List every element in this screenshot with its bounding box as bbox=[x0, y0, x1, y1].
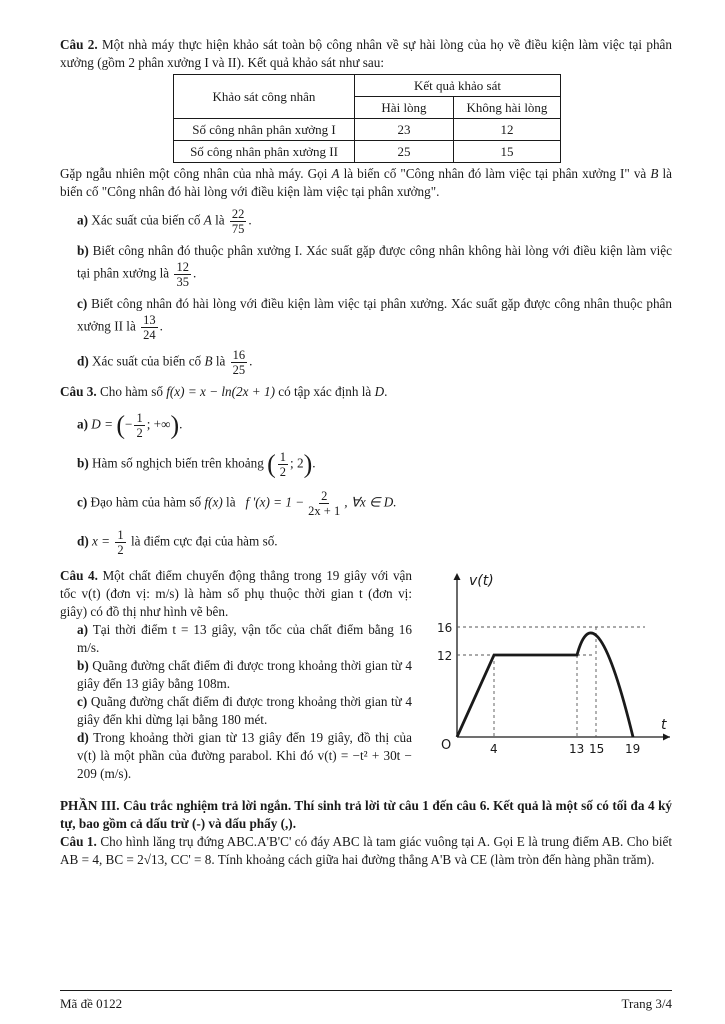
q3-option-b: b) Hàm số nghịch biến trên khoảng ( $\frac{1}{2}$ ; 2). bbox=[77, 449, 316, 479]
table-col-satisfied: Hài lòng bbox=[355, 97, 454, 119]
q4-option-c: c) Quãng đường chất điểm đi được trong khoảng thời gian từ 4 giây đến khi dừng lại bằng 180 mét. bbox=[77, 694, 412, 727]
page-footer bbox=[60, 990, 672, 1013]
exam-code: Mã đề 0122 bbox=[60, 996, 123, 1011]
x-axis-label: t bbox=[661, 717, 667, 733]
q2-option-c: c) Biết công nhân đó hài lòng với điều kiện làm việc tại phân xưởng. Xác suất gặp được công nhân thuộc phân xưởng II là $\frac{13}{24}$ . bbox=[77, 296, 673, 342]
q4-option-b: b) Quãng đường chất điểm đi được trong khoảng thời gian từ 4 giây đến 13 giây bằng 108m. bbox=[77, 658, 412, 691]
x-tick-19: 19 bbox=[625, 742, 641, 756]
exam-page bbox=[60, 36, 672, 869]
y-axis-label: v(t) bbox=[469, 573, 494, 589]
q4-option-a: a) Tại thời điểm t = 13 giây, vận tốc của chất điểm bằng 16 m/s. bbox=[77, 622, 412, 655]
velocity-curve bbox=[457, 633, 633, 737]
fraction: $\frac{16}{25}$ bbox=[232, 348, 246, 377]
fraction: $\frac{1}{2}$ bbox=[279, 450, 287, 479]
q2-intro: Câu 2. Một nhà máy thực hiện khảo sát toàn bộ công nhân về sự hài lòng của họ về điều kiện làm việc tại phân xưởng (gồm 2 phân xưởng I và II). Kết quả khảo sát như sau: bbox=[60, 37, 672, 70]
y-tick-12: 12 bbox=[437, 649, 453, 663]
q3-option-a: a) D = (− $\frac{1}{2}$ ; +∞). bbox=[77, 410, 183, 440]
q2-option-a: a) Xác suất của biến cố A là $\frac{22}{75}$ . bbox=[77, 207, 252, 236]
q4-option-d: d) Trong khoảng thời gian từ 13 giây đến 19 giây, đồ thị của v(t) là một phần của đường parabol. Khi đó v(t) = −t² + 30t − 209 (m/s). bbox=[77, 730, 413, 781]
q2-body: Gặp ngẫu nhiên một công nhân của nhà máy. Gọi A là biến cố "Công nhân đó làm việc tại phân xưởng I" và B là biến cố "Công nhân đó hài lòng với điều kiện làm việc tại phân xưởng". bbox=[60, 166, 672, 199]
y-tick-16: 16 bbox=[437, 621, 453, 635]
q3-option-d: d) x = $\frac{1}{2}$ là điểm cực đại của hàm số. bbox=[77, 528, 278, 557]
table-header-survey: Khảo sát công nhân bbox=[174, 75, 355, 119]
table-row: Số công nhân phân xưởng I 23 12 bbox=[174, 119, 561, 141]
q3-option-c: c) Đạo hàm của hàm số f(x) là f '(x) = 1 − $\frac{2}{2x + 1}$ , ∀x ∈ D. bbox=[77, 489, 397, 518]
fraction: $\frac{2}{2x + 1}$ bbox=[308, 489, 341, 518]
table-col-unsatisfied: Không hài lòng bbox=[454, 97, 561, 119]
q3-intro: Câu 3. Cho hàm số f(x) = x − ln(2x + 1) có tập xác định là D. bbox=[60, 384, 388, 399]
table-header-result: Kết quả khảo sát bbox=[355, 75, 561, 97]
fraction: $\frac{1}{2}$ bbox=[117, 528, 124, 557]
q4-intro: Câu 4. Một chất điểm chuyển động thẳng trong 19 giây với vận tốc v(t) (đơn vị: m/s) là hàm số phụ thuộc thời gian t (đơn vị: giây) có đồ thị như hình vẽ bên. bbox=[60, 568, 413, 619]
part3-title: PHẦN III. Câu trắc nghiệm trả lời ngắn. Thí sinh trả lời từ câu 1 đến câu 6. Kết quả là một số có tối đa 4 ký tự, bao gồm cả dấu trừ (-) và dấu phẩy (,). bbox=[60, 798, 672, 831]
q2-option-d: d) Xác suất của biến cố B là $\frac{16}{25}$ . bbox=[77, 348, 253, 377]
q4-block bbox=[60, 567, 672, 783]
x-tick-15: 15 bbox=[589, 742, 605, 756]
x-tick-13: 13 bbox=[569, 742, 585, 756]
y-axis-arrow bbox=[454, 573, 461, 580]
q2-option-b: b) Biết công nhân đó thuộc phân xưởng I. Xác suất gặp được công nhân không hài lòng với điều kiện làm việc tại phân xưởng là $\frac{12}{35}$ . bbox=[77, 243, 673, 289]
survey-table bbox=[173, 74, 561, 163]
fraction: $\frac{12}{35}$ bbox=[176, 260, 189, 289]
fraction: $\frac{13}{24}$ bbox=[143, 313, 156, 342]
table-row: Số công nhân phân xưởng II 25 15 bbox=[174, 141, 561, 163]
origin-label: O bbox=[441, 738, 452, 753]
velocity-graph bbox=[425, 567, 675, 757]
part3-q1: Câu 1. Cho hình lăng trụ đứng ABC.A'B'C' có đáy ABC là tam giác vuông tại A. Gọi E là trung điểm AB. Cho biết AB = 4, BC = 2√13, CC' = 8. Tính khoảng cách giữa hai đường thẳng A'B và CE (làm tròn đến hàng phần trăm). bbox=[60, 834, 673, 867]
page-number: Trang 3/4 bbox=[621, 996, 672, 1011]
x-tick-4: 4 bbox=[490, 742, 498, 756]
fraction: $\frac{1}{2}$ bbox=[136, 411, 143, 440]
x-axis-arrow bbox=[663, 734, 670, 741]
fraction: $\frac{22}{75}$ bbox=[231, 207, 245, 236]
